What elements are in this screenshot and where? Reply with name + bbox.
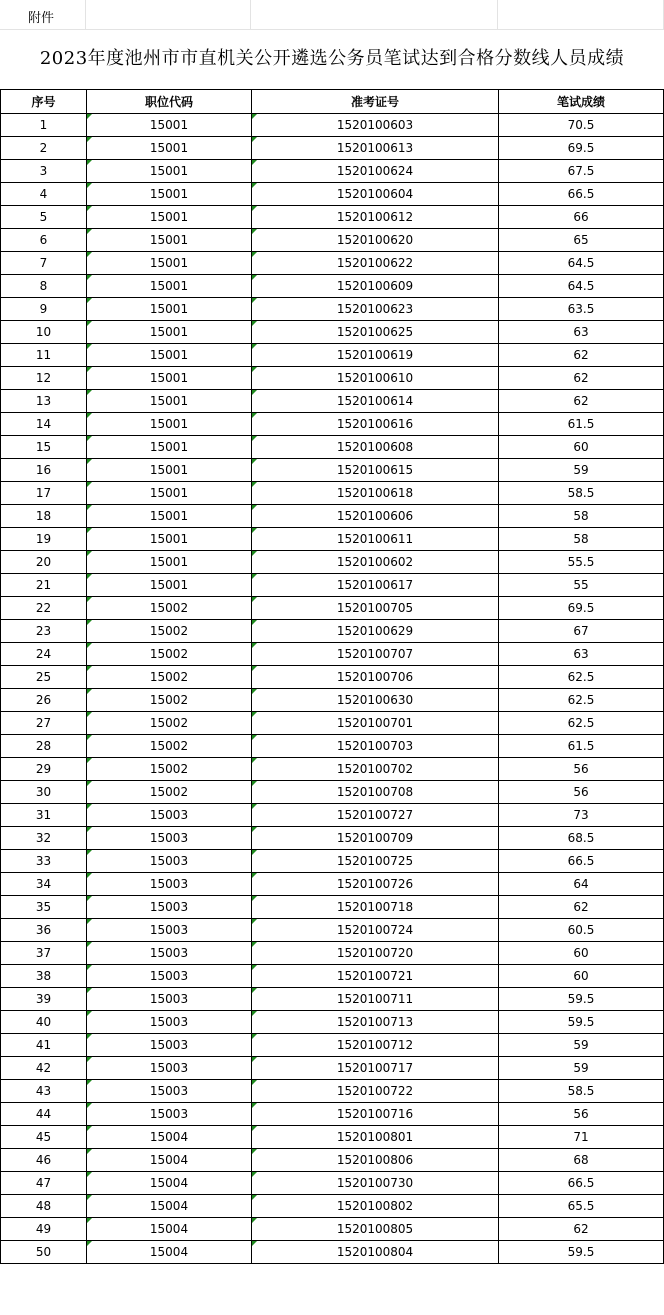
- cell-position-code[interactable]: 15001: [87, 413, 252, 436]
- column-header-position-code: 职位代码: [87, 90, 252, 114]
- cell-score[interactable]: 61.5: [499, 413, 664, 436]
- cell-exam-id[interactable]: 1520100616: [252, 413, 499, 436]
- cell-index[interactable]: 27: [1, 712, 87, 735]
- cell-position-code[interactable]: 15003: [87, 919, 252, 942]
- cell-exam-id[interactable]: 1520100625: [252, 321, 499, 344]
- cell-exam-id[interactable]: 1520100617: [252, 574, 499, 597]
- table-row: [1, 505, 664, 528]
- cell-index[interactable]: 16: [1, 459, 87, 482]
- cell-exam-id[interactable]: 1520100701: [252, 712, 499, 735]
- cell-index[interactable]: 14: [1, 413, 87, 436]
- cell-index[interactable]: 8: [1, 275, 87, 298]
- table-row: [1, 735, 664, 758]
- cell-index[interactable]: 19: [1, 528, 87, 551]
- cell-score[interactable]: 67: [499, 620, 664, 643]
- cell-position-code[interactable]: 15001: [87, 367, 252, 390]
- cell-exam-id[interactable]: 1520100623: [252, 298, 499, 321]
- cell-exam-id[interactable]: 1520100730: [252, 1172, 499, 1195]
- cell-position-code[interactable]: 15001: [87, 528, 252, 551]
- cell-index[interactable]: 18: [1, 505, 87, 528]
- cell-score[interactable]: 59.5: [499, 1241, 664, 1264]
- cell-position-code[interactable]: 15001: [87, 344, 252, 367]
- table-row: [1, 1103, 664, 1126]
- cell-position-code[interactable]: 15001: [87, 206, 252, 229]
- table-row: [1, 827, 664, 850]
- cell-score[interactable]: 69.5: [499, 137, 664, 160]
- cell-position-code[interactable]: 15001: [87, 574, 252, 597]
- cell-exam-id[interactable]: 1520100805: [252, 1218, 499, 1241]
- cell-exam-id[interactable]: 1520100804: [252, 1241, 499, 1264]
- cell-score[interactable]: 58: [499, 505, 664, 528]
- cell-exam-id[interactable]: 1520100602: [252, 551, 499, 574]
- cell-exam-id[interactable]: 1520100629: [252, 620, 499, 643]
- cell-score[interactable]: 65.5: [499, 1195, 664, 1218]
- cell-position-code[interactable]: 15003: [87, 942, 252, 965]
- cell-position-code[interactable]: 15002: [87, 643, 252, 666]
- cell-position-code[interactable]: 15003: [87, 827, 252, 850]
- cell-score[interactable]: 73: [499, 804, 664, 827]
- cell-index[interactable]: 44: [1, 1103, 87, 1126]
- cell-score[interactable]: 60: [499, 436, 664, 459]
- cell-index[interactable]: 3: [1, 160, 87, 183]
- cell-score[interactable]: 61.5: [499, 735, 664, 758]
- cell-exam-id[interactable]: 1520100603: [252, 114, 499, 137]
- table-row: [1, 574, 664, 597]
- cell-exam-id[interactable]: 1520100703: [252, 735, 499, 758]
- column-header-score: 笔试成绩: [499, 90, 664, 114]
- cell-index[interactable]: 41: [1, 1034, 87, 1057]
- cell-index[interactable]: 42: [1, 1057, 87, 1080]
- cell-index[interactable]: 49: [1, 1218, 87, 1241]
- cell-score[interactable]: 67.5: [499, 160, 664, 183]
- cell-position-code[interactable]: 15001: [87, 160, 252, 183]
- cell-position-code[interactable]: 15001: [87, 551, 252, 574]
- table-row: [1, 942, 664, 965]
- cell-exam-id[interactable]: 1520100718: [252, 896, 499, 919]
- cell-score[interactable]: 55.5: [499, 551, 664, 574]
- cell-score[interactable]: 62: [499, 1218, 664, 1241]
- cell-score[interactable]: 64.5: [499, 252, 664, 275]
- cell-index[interactable]: 12: [1, 367, 87, 390]
- table-row: [1, 482, 664, 505]
- table-row: [1, 896, 664, 919]
- cell-exam-id[interactable]: 1520100630: [252, 689, 499, 712]
- table-row: [1, 666, 664, 689]
- cell-exam-id[interactable]: 1520100609: [252, 275, 499, 298]
- cell-score[interactable]: 55: [499, 574, 664, 597]
- cell-score[interactable]: 59.5: [499, 988, 664, 1011]
- table-row: [1, 436, 664, 459]
- cell-index[interactable]: 24: [1, 643, 87, 666]
- cell-score[interactable]: 60: [499, 942, 664, 965]
- cell-exam-id[interactable]: 1520100720: [252, 942, 499, 965]
- cell-index[interactable]: 28: [1, 735, 87, 758]
- cell-exam-id[interactable]: 1520100614: [252, 390, 499, 413]
- cell-position-code[interactable]: 15001: [87, 137, 252, 160]
- cell-exam-id[interactable]: 1520100725: [252, 850, 499, 873]
- cell-position-code[interactable]: 15003: [87, 965, 252, 988]
- cell-score[interactable]: 58.5: [499, 482, 664, 505]
- cell-position-code[interactable]: 15004: [87, 1126, 252, 1149]
- cell-position-code[interactable]: 15001: [87, 321, 252, 344]
- cell-exam-id[interactable]: 1520100712: [252, 1034, 499, 1057]
- cell-index[interactable]: 39: [1, 988, 87, 1011]
- cell-index[interactable]: 47: [1, 1172, 87, 1195]
- cell-index[interactable]: 40: [1, 1011, 87, 1034]
- page-title: 2023年度池州市市直机关公开遴选公务员笔试达到合格分数线人员成绩: [39, 48, 625, 69]
- table-row: [1, 1080, 664, 1103]
- cell-index[interactable]: 21: [1, 574, 87, 597]
- table-row: [1, 781, 664, 804]
- cell-score[interactable]: 64.5: [499, 275, 664, 298]
- cell-index[interactable]: 13: [1, 390, 87, 413]
- table-row: [1, 689, 664, 712]
- cell-exam-id[interactable]: 1520100717: [252, 1057, 499, 1080]
- table-row: [1, 321, 664, 344]
- cell-score[interactable]: 59: [499, 459, 664, 482]
- cell-position-code[interactable]: 15002: [87, 781, 252, 804]
- cell-score[interactable]: 66.5: [499, 1172, 664, 1195]
- cell-position-code[interactable]: 15003: [87, 1011, 252, 1034]
- results-table: [0, 89, 664, 1264]
- table-row: [1, 344, 664, 367]
- cell-score[interactable]: 71: [499, 1126, 664, 1149]
- cell-position-code[interactable]: 15001: [87, 298, 252, 321]
- cell-position-code[interactable]: 15003: [87, 1080, 252, 1103]
- cell-exam-id[interactable]: 1520100612: [252, 206, 499, 229]
- table-row: [1, 229, 664, 252]
- cell-index[interactable]: 35: [1, 896, 87, 919]
- cell-exam-id[interactable]: 1520100707: [252, 643, 499, 666]
- table-row: [1, 597, 664, 620]
- cell-index[interactable]: 31: [1, 804, 87, 827]
- cell-exam-id[interactable]: 1520100619: [252, 344, 499, 367]
- cell-index[interactable]: 36: [1, 919, 87, 942]
- cell-index[interactable]: 29: [1, 758, 87, 781]
- cell-score[interactable]: 59: [499, 1034, 664, 1057]
- cell-position-code[interactable]: 15001: [87, 459, 252, 482]
- cell-position-code[interactable]: 15001: [87, 114, 252, 137]
- attachment-label: 附件: [28, 11, 55, 26]
- table-row: [1, 459, 664, 482]
- cell-index[interactable]: 30: [1, 781, 87, 804]
- cell-position-code[interactable]: 15001: [87, 390, 252, 413]
- cell-position-code[interactable]: 15004: [87, 1149, 252, 1172]
- cell-index[interactable]: 33: [1, 850, 87, 873]
- cell-exam-id[interactable]: 1520100806: [252, 1149, 499, 1172]
- cell-position-code[interactable]: 15002: [87, 666, 252, 689]
- cell-position-code[interactable]: 15004: [87, 1241, 252, 1264]
- cell-exam-id[interactable]: 1520100613: [252, 137, 499, 160]
- table-row: [1, 1241, 664, 1264]
- cell-score[interactable]: 70.5: [499, 114, 664, 137]
- cell-index[interactable]: 7: [1, 252, 87, 275]
- cell-position-code[interactable]: 15003: [87, 850, 252, 873]
- table-row: [1, 252, 664, 275]
- cell-score[interactable]: 68: [499, 1149, 664, 1172]
- table-row: [1, 367, 664, 390]
- table-row: [1, 137, 664, 160]
- cell-position-code[interactable]: 15002: [87, 735, 252, 758]
- cell-position-code[interactable]: 15002: [87, 758, 252, 781]
- cell-position-code[interactable]: 15002: [87, 712, 252, 735]
- table-row: [1, 988, 664, 1011]
- table-row: [1, 873, 664, 896]
- cell-exam-id[interactable]: 1520100722: [252, 1080, 499, 1103]
- cell-exam-id[interactable]: 1520100711: [252, 988, 499, 1011]
- table-row: [1, 183, 664, 206]
- cell-index[interactable]: 26: [1, 689, 87, 712]
- cell-exam-id[interactable]: 1520100620: [252, 229, 499, 252]
- cell-index[interactable]: 25: [1, 666, 87, 689]
- table-row: [1, 643, 664, 666]
- grid-cell[interactable]: [86, 0, 251, 30]
- cell-position-code[interactable]: 15002: [87, 597, 252, 620]
- cell-exam-id[interactable]: 1520100705: [252, 597, 499, 620]
- cell-index[interactable]: 10: [1, 321, 87, 344]
- cell-score[interactable]: 56: [499, 1103, 664, 1126]
- cell-score[interactable]: 66.5: [499, 850, 664, 873]
- table-row: [1, 298, 664, 321]
- cell-exam-id[interactable]: 1520100727: [252, 804, 499, 827]
- cell-position-code[interactable]: 15003: [87, 988, 252, 1011]
- table-row: [1, 1172, 664, 1195]
- cell-score[interactable]: 62.5: [499, 689, 664, 712]
- cell-index[interactable]: 22: [1, 597, 87, 620]
- table-row: [1, 1195, 664, 1218]
- cell-index[interactable]: 34: [1, 873, 87, 896]
- table-row: [1, 919, 664, 942]
- cell-score[interactable]: 56: [499, 781, 664, 804]
- cell-index[interactable]: 32: [1, 827, 87, 850]
- cell-index[interactable]: 9: [1, 298, 87, 321]
- cell-score[interactable]: 63.5: [499, 298, 664, 321]
- cell-score[interactable]: 62: [499, 344, 664, 367]
- table-row: [1, 965, 664, 988]
- cell-score[interactable]: 60: [499, 965, 664, 988]
- cell-score[interactable]: 64: [499, 873, 664, 896]
- grid-cell[interactable]: [251, 0, 498, 30]
- cell-score[interactable]: 60.5: [499, 919, 664, 942]
- cell-index[interactable]: 43: [1, 1080, 87, 1103]
- cell-score[interactable]: 59.5: [499, 1011, 664, 1034]
- cell-score[interactable]: 63: [499, 321, 664, 344]
- cell-index[interactable]: 6: [1, 229, 87, 252]
- cell-exam-id[interactable]: 1520100708: [252, 781, 499, 804]
- cell-position-code[interactable]: 15001: [87, 252, 252, 275]
- table-row: [1, 1011, 664, 1034]
- cell-position-code[interactable]: 15001: [87, 183, 252, 206]
- table-row: [1, 551, 664, 574]
- cell-exam-id[interactable]: 1520100622: [252, 252, 499, 275]
- cell-index[interactable]: 20: [1, 551, 87, 574]
- cell-position-code[interactable]: 15004: [87, 1218, 252, 1241]
- cell-exam-id[interactable]: 1520100724: [252, 919, 499, 942]
- table-row: [1, 114, 664, 137]
- cell-score[interactable]: 62: [499, 367, 664, 390]
- table-row: [1, 850, 664, 873]
- cell-exam-id[interactable]: 1520100721: [252, 965, 499, 988]
- cell-position-code[interactable]: 15001: [87, 505, 252, 528]
- table-row: [1, 160, 664, 183]
- cell-score[interactable]: 59: [499, 1057, 664, 1080]
- table-row: [1, 758, 664, 781]
- table-row: [1, 1126, 664, 1149]
- cell-exam-id[interactable]: 1520100702: [252, 758, 499, 781]
- cell-position-code[interactable]: 15001: [87, 275, 252, 298]
- cell-score[interactable]: 63: [499, 643, 664, 666]
- cell-position-code[interactable]: 15004: [87, 1195, 252, 1218]
- cell-position-code[interactable]: 15001: [87, 436, 252, 459]
- cell-exam-id[interactable]: 1520100618: [252, 482, 499, 505]
- cell-exam-id[interactable]: 1520100713: [252, 1011, 499, 1034]
- cell-index[interactable]: 17: [1, 482, 87, 505]
- cell-exam-id[interactable]: 1520100606: [252, 505, 499, 528]
- table-row: [1, 206, 664, 229]
- table-row: [1, 620, 664, 643]
- table-row: [1, 712, 664, 735]
- cell-index[interactable]: 38: [1, 965, 87, 988]
- cell-position-code[interactable]: 15004: [87, 1172, 252, 1195]
- cell-index[interactable]: 37: [1, 942, 87, 965]
- cell-exam-id[interactable]: 1520100604: [252, 183, 499, 206]
- cell-score[interactable]: 62.5: [499, 712, 664, 735]
- cell-index[interactable]: 50: [1, 1241, 87, 1264]
- cell-position-code[interactable]: 15001: [87, 482, 252, 505]
- cell-score[interactable]: 66: [499, 206, 664, 229]
- cell-score[interactable]: 58: [499, 528, 664, 551]
- table-header-row: [1, 90, 664, 114]
- table-row: [1, 1034, 664, 1057]
- cell-exam-id[interactable]: 1520100716: [252, 1103, 499, 1126]
- cell-index[interactable]: 46: [1, 1149, 87, 1172]
- cell-exam-id[interactable]: 1520100610: [252, 367, 499, 390]
- cell-position-code[interactable]: 15003: [87, 1057, 252, 1080]
- cell-score[interactable]: 62.5: [499, 666, 664, 689]
- cell-exam-id[interactable]: 1520100802: [252, 1195, 499, 1218]
- table-row: [1, 1057, 664, 1080]
- cell-exam-id[interactable]: 1520100608: [252, 436, 499, 459]
- cell-index[interactable]: 15: [1, 436, 87, 459]
- cell-index[interactable]: 2: [1, 137, 87, 160]
- table-row: [1, 413, 664, 436]
- table-row: [1, 1218, 664, 1241]
- table-body: [1, 114, 664, 1264]
- table-row: [1, 275, 664, 298]
- table-row: [1, 528, 664, 551]
- cell-score[interactable]: 62: [499, 390, 664, 413]
- column-header-exam-id: 准考证号: [252, 90, 499, 114]
- cell-score[interactable]: 69.5: [499, 597, 664, 620]
- cell-exam-id[interactable]: 1520100615: [252, 459, 499, 482]
- cell-score[interactable]: 56: [499, 758, 664, 781]
- cell-position-code[interactable]: 15003: [87, 1103, 252, 1126]
- cell-position-code[interactable]: 15003: [87, 1034, 252, 1057]
- cell-exam-id[interactable]: 1520100611: [252, 528, 499, 551]
- table-row: [1, 390, 664, 413]
- cell-exam-id[interactable]: 1520100801: [252, 1126, 499, 1149]
- cell-index[interactable]: 1: [1, 114, 87, 137]
- cell-score[interactable]: 58.5: [499, 1080, 664, 1103]
- cell-index[interactable]: 5: [1, 206, 87, 229]
- cell-position-code[interactable]: 15003: [87, 804, 252, 827]
- cell-position-code[interactable]: 15003: [87, 873, 252, 896]
- column-header-index: 序号: [1, 90, 87, 114]
- table-row: [1, 804, 664, 827]
- cell-index[interactable]: 11: [1, 344, 87, 367]
- cell-score[interactable]: 65: [499, 229, 664, 252]
- cell-exam-id[interactable]: 1520100706: [252, 666, 499, 689]
- cell-index[interactable]: 23: [1, 620, 87, 643]
- cell-position-code[interactable]: 15002: [87, 689, 252, 712]
- cell-index[interactable]: 45: [1, 1126, 87, 1149]
- cell-score[interactable]: 66.5: [499, 183, 664, 206]
- top-grid-row: [0, 0, 664, 30]
- cell-index[interactable]: 48: [1, 1195, 87, 1218]
- cell-exam-id[interactable]: 1520100726: [252, 873, 499, 896]
- cell-exam-id[interactable]: 1520100624: [252, 160, 499, 183]
- cell-position-code[interactable]: 15003: [87, 896, 252, 919]
- cell-position-code[interactable]: 15002: [87, 620, 252, 643]
- cell-exam-id[interactable]: 1520100709: [252, 827, 499, 850]
- cell-index[interactable]: 4: [1, 183, 87, 206]
- cell-position-code[interactable]: 15001: [87, 229, 252, 252]
- cell-score[interactable]: 62: [499, 896, 664, 919]
- grid-cell[interactable]: [498, 0, 664, 30]
- cell-score[interactable]: 68.5: [499, 827, 664, 850]
- table-row: [1, 1149, 664, 1172]
